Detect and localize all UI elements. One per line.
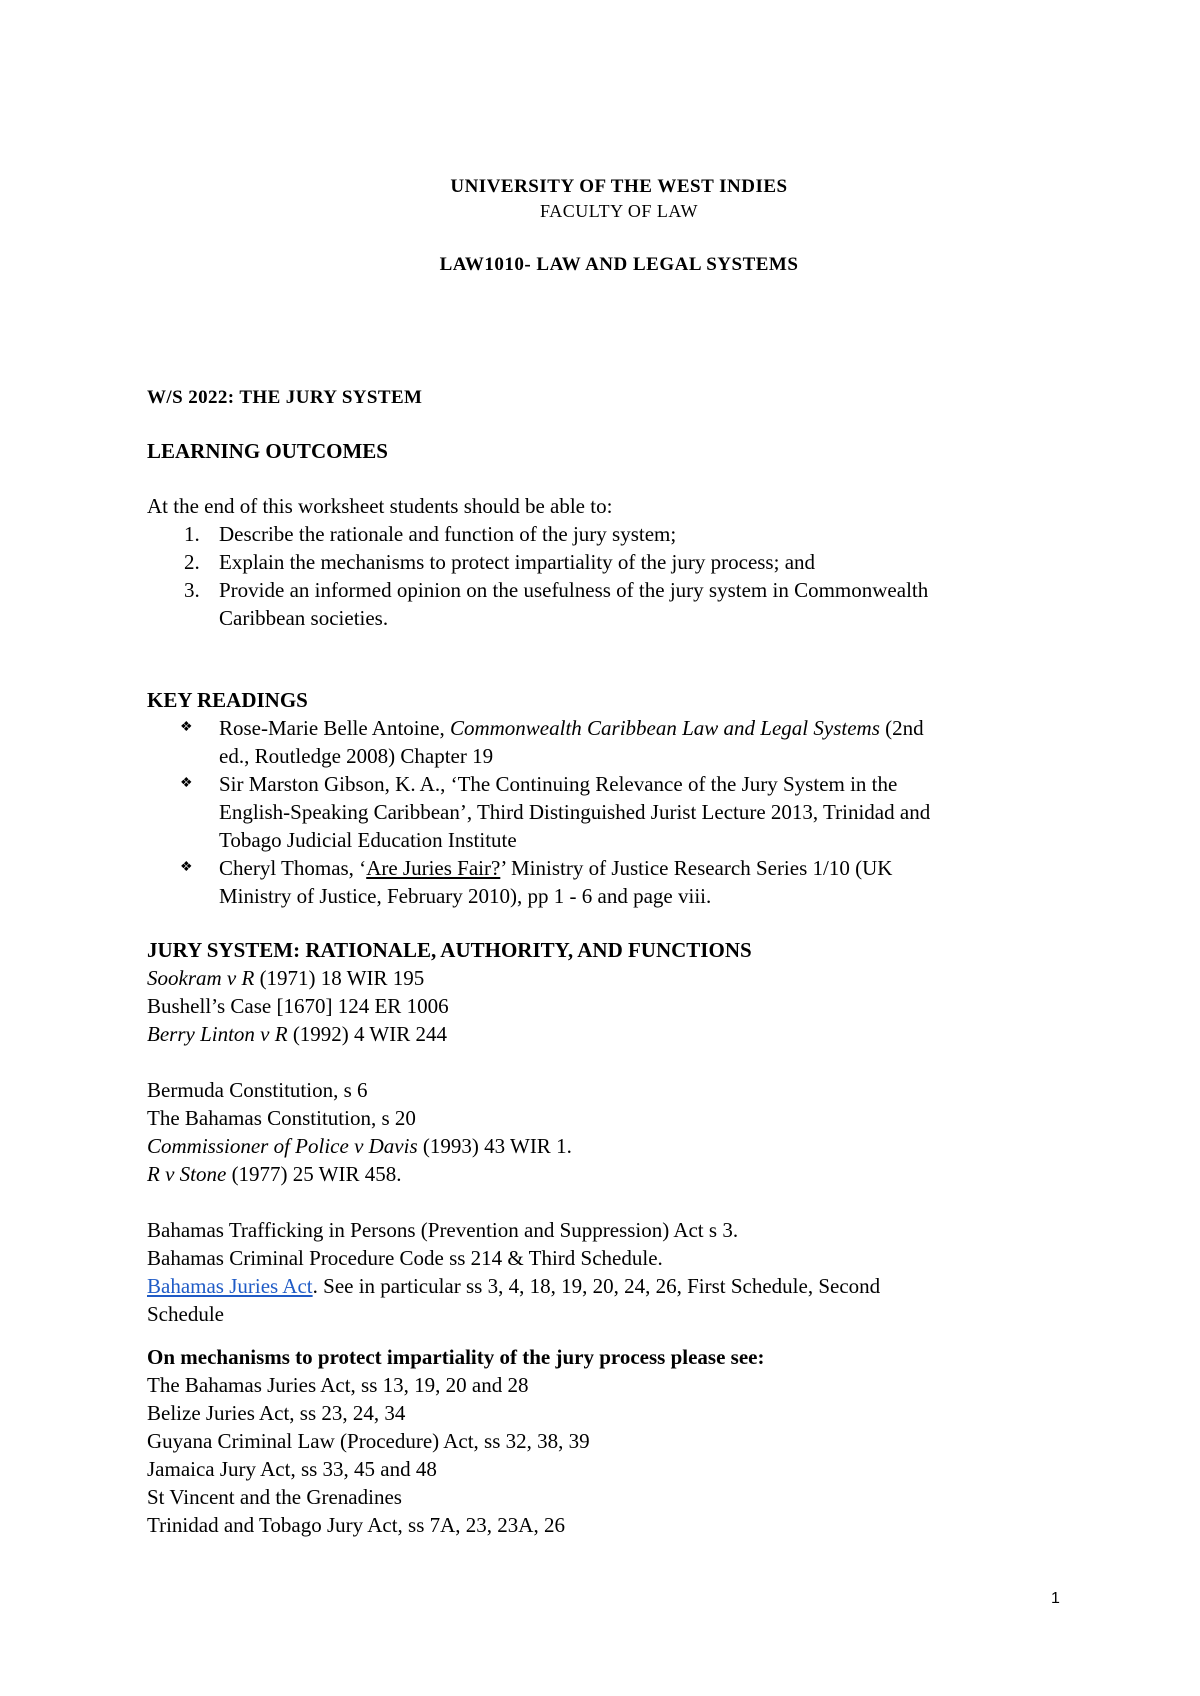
citation: Sookram v R (1971) 18 WIR 195 <box>147 966 425 990</box>
list-item: St Vincent and the Grenadines <box>147 1485 402 1509</box>
list-item: Jamaica Jury Act, ss 33, 45 and 48 <box>147 1457 437 1481</box>
list-item: ❖ Rose-Marie Belle Antoine, Commonwealth Caribbean Law and Legal Systems (2nd ed., Routledge 2008) Chapter 19 <box>180 716 924 768</box>
list-item: Trinidad and Tobago Jury Act, ss 7A, 23, 23A, 26 <box>147 1513 565 1537</box>
citation: Commissioner of Police v Davis (1993) 43 WIR 1. <box>147 1134 572 1158</box>
learning-outcomes-heading: LEARNING OUTCOMES <box>147 439 388 463</box>
page-number: 1 <box>1051 1590 1060 1607</box>
list-item: ❖ Sir Marston Gibson, K. A., ‘The Continuing Relevance of the Jury System in the English-Speaking Caribbean’, Third Distinguished Jurist Lecture 2013, Trinidad and Tobago Judicial Education Institute <box>180 772 931 852</box>
citation: Bahamas Trafficking in Persons (Prevention and Suppression) Act s 3. <box>147 1218 739 1242</box>
worksheet-title: W/S 2022: THE JURY SYSTEM <box>147 387 423 408</box>
list-item: 2. Explain the mechanisms to protect impartiality of the jury process; and <box>184 550 816 574</box>
citation: Schedule <box>147 1302 224 1326</box>
citation: Bahamas Criminal Procedure Code ss 214 & Third Schedule. <box>147 1246 663 1270</box>
diamond-bullet-icon: ❖ <box>180 720 193 735</box>
list-item: ❖ Cheryl Thomas, ‘Are Juries Fair?’ Ministry of Justice Research Series 1/10 (UK Ministry of Justice, February 2010), pp 1 - 6 and page viii. <box>180 856 893 908</box>
citation: Bahamas Juries Act. See in particular ss 3, 4, 18, 19, 20, 24, 26, First Schedule, Second <box>147 1274 881 1298</box>
jury-system-citations <box>147 964 1067 1328</box>
citation: Bermuda Constitution, s 6 <box>147 1078 368 1102</box>
impartiality-heading: On mechanisms to protect impartiality of the jury process please see: <box>147 1345 765 1369</box>
diamond-bullet-icon: ❖ <box>180 776 193 791</box>
course-title: LAW1010- LAW AND LEGAL SYSTEMS <box>439 254 799 275</box>
citation: Berry Linton v R (1992) 4 WIR 244 <box>147 1022 447 1046</box>
university-title: UNIVERSITY OF THE WEST INDIES <box>450 176 788 197</box>
bahamas-juries-act-link[interactable]: Bahamas Juries Act <box>147 1274 313 1298</box>
jury-system-heading: JURY SYSTEM: RATIONALE, AUTHORITY, AND FUNCTIONS <box>147 938 752 962</box>
citation: R v Stone (1977) 25 WIR 458. <box>147 1162 402 1186</box>
learning-outcomes-intro: At the end of this worksheet students should be able to: <box>147 494 613 518</box>
list-item: Belize Juries Act, ss 23, 24, 34 <box>147 1401 406 1425</box>
list-item: 1. Describe the rationale and function of the jury system; <box>184 522 677 546</box>
are-juries-fair-link[interactable]: Are Juries Fair? <box>366 856 501 880</box>
impartiality-list <box>147 1371 1067 1539</box>
list-item: Guyana Criminal Law (Procedure) Act, ss 32, 38, 39 <box>147 1429 590 1453</box>
list-item: The Bahamas Juries Act, ss 13, 19, 20 and 28 <box>147 1373 529 1397</box>
learning-outcomes-list <box>147 520 1067 632</box>
key-readings-heading: KEY READINGS <box>147 688 308 712</box>
diamond-bullet-icon: ❖ <box>180 860 193 875</box>
citation: Bushell’s Case [1670] 124 ER 1006 <box>147 994 449 1018</box>
key-readings-list <box>147 714 1067 910</box>
list-item: 3. Provide an informed opinion on the usefulness of the jury system in Commonwealth Caribbean societies. <box>184 578 929 630</box>
citation: The Bahamas Constitution, s 20 <box>147 1106 416 1130</box>
faculty-title: FACULTY OF LAW <box>540 201 698 221</box>
